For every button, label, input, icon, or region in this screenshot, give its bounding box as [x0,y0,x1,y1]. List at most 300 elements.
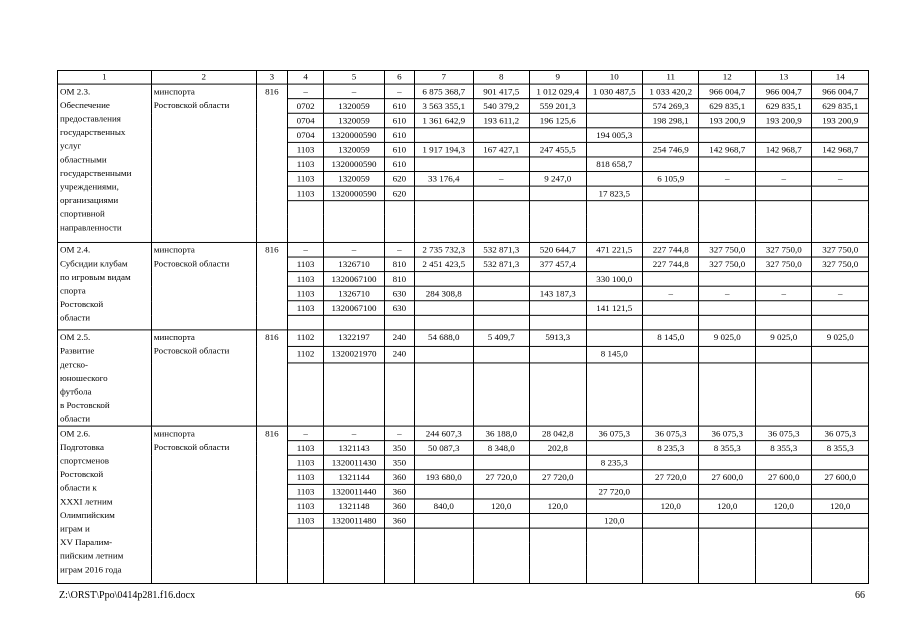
csr-code: 1320059 [324,99,385,114]
empty-cell [642,410,698,426]
vr-code: 240 [384,330,414,347]
empty-cell [324,315,385,330]
vr-code: 620 [384,172,414,187]
measure-title: ОМ 2.3. Обеспечение предоставления государственных услуг областными государственными учреждениями, организациями спортивной направленности [58,84,152,242]
value-2016: 8 235,3 [586,455,642,470]
empty-cell [642,379,698,394]
empty-cell [384,569,414,583]
empty-cell [473,315,529,330]
value-2018 [699,128,755,143]
value-2015: 520 644,7 [530,242,586,257]
value-2017: 227 744,8 [642,257,698,272]
value-2014 [473,455,529,470]
empty-cell [415,215,474,229]
value-2015: 202,8 [530,441,586,456]
empty-cell [473,215,529,229]
value-2020 [812,128,869,143]
empty-cell [699,363,755,379]
budget-table [57,70,869,584]
empty-cell [384,315,414,330]
empty-cell [586,410,642,426]
value-2017: 198 298,1 [642,113,698,128]
value-2015: 377 457,4 [530,257,586,272]
empty-cell [415,228,474,242]
file-path: Z:\ORST\Ppo\0414p281.f16.docx [59,590,196,601]
vr-code: – [384,84,414,99]
csr-code: 1320000590 [324,157,385,172]
empty-cell [699,556,755,570]
empty-cell [324,569,385,583]
empty-cell [287,379,323,394]
value-2019 [755,186,811,201]
value-2015: 28 042,8 [530,426,586,441]
vr-code: 610 [384,157,414,172]
vr-code: 240 [384,346,414,363]
empty-cell [287,363,323,379]
rzpr-code: – [287,426,323,441]
value-2017: 227 744,8 [642,242,698,257]
value-2019 [755,346,811,363]
measure-title: ОМ 2.5. Развитие детско- юношеского футбола в Ростовской области [58,330,152,426]
value-2018 [699,301,755,316]
empty-cell [384,201,414,215]
value-2016 [586,99,642,114]
rzpr-code: 1103 [287,484,323,499]
value-2016 [586,286,642,301]
rzpr-code: 1103 [287,441,323,456]
value-2014: 5 409,7 [473,330,529,347]
empty-cell [473,556,529,570]
total-value: 2 735 732,3 [415,242,474,257]
empty-cell [530,363,586,379]
value-2016: 818 658,7 [586,157,642,172]
executor: минспорта Ростовской области [151,84,256,242]
value-2020 [812,301,869,316]
value-2019 [755,272,811,287]
csr-code: 1320011480 [324,514,385,529]
value-2017: 254 746,9 [642,142,698,157]
empty-cell [473,379,529,394]
empty-cell [812,379,869,394]
value-2014: 193 611,2 [473,113,529,128]
empty-cell [384,215,414,229]
value-2014: 8 348,0 [473,441,529,456]
value-2015: 559 201,3 [530,99,586,114]
total-value: 284 308,8 [415,286,474,301]
value-2016: 8 145,0 [586,346,642,363]
total-value: 840,0 [415,499,474,514]
csr-code: 1320011440 [324,484,385,499]
value-2014: 27 720,0 [473,470,529,485]
value-2014 [473,157,529,172]
value-2018 [699,455,755,470]
rzpr-code: 0704 [287,113,323,128]
total-value [415,455,474,470]
header-row [58,70,869,84]
empty-cell [324,410,385,426]
csr-code: 1320021970 [324,346,385,363]
value-2015 [530,157,586,172]
empty-cell [473,363,529,379]
vr-code: 630 [384,301,414,316]
vr-code: 610 [384,99,414,114]
empty-cell [287,542,323,556]
value-2014 [473,514,529,529]
empty-cell [324,395,385,410]
value-2018: – [699,286,755,301]
value-2015: 9 247,0 [530,172,586,187]
vr-code: 360 [384,484,414,499]
value-2017 [642,128,698,143]
value-2019: – [755,286,811,301]
rzpr-code: 1103 [287,499,323,514]
empty-cell [812,542,869,556]
header-cell: 7 [415,70,474,84]
value-2019: 36 075,3 [755,426,811,441]
value-2014: 167 427,1 [473,142,529,157]
csr-code: 1320000590 [324,128,385,143]
value-2016: 141 121,5 [586,301,642,316]
empty-cell [287,569,323,583]
value-2016 [586,330,642,347]
empty-cell [415,556,474,570]
value-2019: 142 968,7 [755,142,811,157]
total-value [415,186,474,201]
vr-code: 630 [384,286,414,301]
empty-cell [324,542,385,556]
value-2015: 143 187,3 [530,286,586,301]
value-2016: 1 030 487,5 [586,84,642,99]
vr-code: 360 [384,514,414,529]
csr-code: 1320059 [324,142,385,157]
empty-cell [530,569,586,583]
value-2016 [586,470,642,485]
value-2017 [642,272,698,287]
value-2020: – [812,286,869,301]
total-value: 6 875 368,7 [415,84,474,99]
empty-cell [755,556,811,570]
rzpr-code: 1103 [287,286,323,301]
value-2017 [642,157,698,172]
value-2020 [812,272,869,287]
value-2018: 327 750,0 [699,242,755,257]
header-cell: 3 [256,70,287,84]
value-2018: 142 968,7 [699,142,755,157]
empty-cell [812,201,869,215]
value-2019 [755,157,811,172]
empty-cell [586,228,642,242]
empty-cell [287,215,323,229]
empty-cell [530,379,586,394]
empty-cell [287,528,323,542]
total-value: 50 087,3 [415,441,474,456]
value-2014 [473,128,529,143]
empty-cell [812,395,869,410]
vr-code: 810 [384,272,414,287]
vr-code: 360 [384,499,414,514]
value-2019: – [755,172,811,187]
value-2015: 247 455,5 [530,142,586,157]
executor: минспорта Ростовской области [151,426,256,583]
value-2016: 471 221,5 [586,242,642,257]
value-2018 [699,346,755,363]
value-2018: 120,0 [699,499,755,514]
empty-cell [473,410,529,426]
value-2019: 27 600,0 [755,470,811,485]
empty-cell [699,379,755,394]
header-cell: 1 [58,70,152,84]
value-2019: 629 835,1 [755,99,811,114]
value-2014 [473,301,529,316]
vr-code: 620 [384,186,414,201]
value-2015: 196 125,6 [530,113,586,128]
csr-code: – [324,84,385,99]
value-2015 [530,272,586,287]
value-2017 [642,346,698,363]
header-cell: 10 [586,70,642,84]
value-2016 [586,257,642,272]
value-2015 [530,484,586,499]
empty-cell [812,215,869,229]
value-2020 [812,346,869,363]
value-2018 [699,272,755,287]
total-value: 2 451 423,5 [415,257,474,272]
vr-code: 360 [384,470,414,485]
empty-cell [699,215,755,229]
value-2018: 327 750,0 [699,257,755,272]
csr-code: 1320000590 [324,186,385,201]
csr-code: 1321144 [324,470,385,485]
value-2020: 327 750,0 [812,257,869,272]
empty-cell [384,556,414,570]
rzpr-code: 1102 [287,346,323,363]
header-cell: 8 [473,70,529,84]
value-2017: 120,0 [642,499,698,514]
csr-code: 1326710 [324,257,385,272]
value-2019 [755,455,811,470]
empty-cell [755,379,811,394]
empty-cell [384,542,414,556]
value-2016: 194 005,3 [586,128,642,143]
vr-code: 610 [384,113,414,128]
total-value: 54 688,0 [415,330,474,347]
empty-cell [642,528,698,542]
rzpr-code: – [287,242,323,257]
table-row [58,84,869,99]
header-cell: 6 [384,70,414,84]
empty-cell [324,363,385,379]
vr-code: – [384,426,414,441]
rzpr-code: 1103 [287,455,323,470]
empty-cell [812,228,869,242]
total-value: 33 176,4 [415,172,474,187]
value-2020: 193 200,9 [812,113,869,128]
empty-cell [699,315,755,330]
empty-cell [287,201,323,215]
empty-cell [755,528,811,542]
grbs-code: 816 [256,84,287,242]
executor: минспорта Ростовской области [151,330,256,426]
value-2015 [530,301,586,316]
value-2020 [812,514,869,529]
value-2016: 27 720,0 [586,484,642,499]
header-cell: 14 [812,70,869,84]
value-2015: 5913,3 [530,330,586,347]
value-2015 [530,346,586,363]
value-2017: 6 105,9 [642,172,698,187]
value-2016: 120,0 [586,514,642,529]
vr-code: 810 [384,257,414,272]
value-2016: 36 075,3 [586,426,642,441]
rzpr-code: 0702 [287,99,323,114]
empty-cell [586,363,642,379]
empty-cell [755,228,811,242]
empty-cell [642,228,698,242]
value-2016: 17 823,5 [586,186,642,201]
value-2014 [473,484,529,499]
value-2017 [642,514,698,529]
value-2014: – [473,172,529,187]
empty-cell [812,528,869,542]
empty-cell [755,363,811,379]
empty-cell [642,395,698,410]
value-2016 [586,499,642,514]
csr-code: 1321148 [324,499,385,514]
value-2020: 36 075,3 [812,426,869,441]
value-2017 [642,484,698,499]
rzpr-code: 1103 [287,142,323,157]
empty-cell [287,315,323,330]
rzpr-code: 0704 [287,128,323,143]
value-2018: 9 025,0 [699,330,755,347]
value-2019 [755,128,811,143]
empty-cell [530,315,586,330]
value-2019: 8 355,3 [755,441,811,456]
total-value [415,346,474,363]
empty-cell [699,542,755,556]
value-2018 [699,514,755,529]
empty-cell [473,542,529,556]
measure-title: ОМ 2.6. Подготовка спортсменов Ростовской области к XXXI летним Олимпийским играм и XV Паралим- пийским летним играм 2016 года [58,426,152,583]
empty-cell [586,215,642,229]
empty-cell [812,363,869,379]
empty-cell [324,228,385,242]
csr-code: – [324,242,385,257]
value-2014: 901 417,5 [473,84,529,99]
empty-cell [642,542,698,556]
value-2020: – [812,172,869,187]
header-cell: 2 [151,70,256,84]
empty-cell [287,410,323,426]
empty-cell [642,556,698,570]
empty-cell [812,569,869,583]
total-value [415,514,474,529]
empty-cell [642,569,698,583]
value-2020: 629 835,1 [812,99,869,114]
total-value [415,484,474,499]
csr-code: 1320067100 [324,301,385,316]
header-cell: 11 [642,70,698,84]
empty-cell [812,315,869,330]
empty-cell [699,395,755,410]
empty-cell [642,315,698,330]
empty-cell [699,569,755,583]
empty-cell [642,363,698,379]
empty-cell [586,556,642,570]
empty-cell [755,215,811,229]
executor: минспорта Ростовской области [151,242,256,329]
empty-cell [755,395,811,410]
rzpr-code: 1103 [287,301,323,316]
value-2018 [699,484,755,499]
empty-cell [699,201,755,215]
value-2015: 120,0 [530,499,586,514]
empty-cell [755,201,811,215]
rzpr-code: 1103 [287,257,323,272]
csr-code: 1322197 [324,330,385,347]
empty-cell [324,201,385,215]
empty-cell [642,215,698,229]
value-2016 [586,172,642,187]
value-2018 [699,157,755,172]
value-2020 [812,186,869,201]
empty-cell [415,569,474,583]
value-2020: 9 025,0 [812,330,869,347]
value-2015 [530,128,586,143]
value-2017: 8 145,0 [642,330,698,347]
total-value: 1 361 642,9 [415,113,474,128]
value-2019: 120,0 [755,499,811,514]
value-2017: 8 235,3 [642,441,698,456]
rzpr-code: 1103 [287,272,323,287]
value-2016: 330 100,0 [586,272,642,287]
value-2014 [473,186,529,201]
empty-cell [415,395,474,410]
value-2020: 8 355,3 [812,441,869,456]
empty-cell [699,528,755,542]
value-2014: 532 871,3 [473,242,529,257]
value-2015: 1 012 029,4 [530,84,586,99]
empty-cell [473,201,529,215]
empty-cell [415,363,474,379]
vr-code: 350 [384,441,414,456]
csr-code: 1326710 [324,286,385,301]
header-cell: 4 [287,70,323,84]
value-2014 [473,346,529,363]
total-value [415,301,474,316]
value-2014: 36 188,0 [473,426,529,441]
value-2020 [812,484,869,499]
empty-cell [586,201,642,215]
value-2016 [586,113,642,128]
value-2014 [473,272,529,287]
empty-cell [530,201,586,215]
empty-cell [530,410,586,426]
empty-cell [324,215,385,229]
value-2018: 193 200,9 [699,113,755,128]
empty-cell [586,542,642,556]
empty-cell [530,215,586,229]
value-2018: 36 075,3 [699,426,755,441]
total-value [415,272,474,287]
value-2019: 327 750,0 [755,257,811,272]
table-row [58,330,869,347]
empty-cell [586,569,642,583]
total-value: 193 680,0 [415,470,474,485]
empty-cell [530,556,586,570]
grbs-code: 816 [256,242,287,329]
value-2018: 27 600,0 [699,470,755,485]
